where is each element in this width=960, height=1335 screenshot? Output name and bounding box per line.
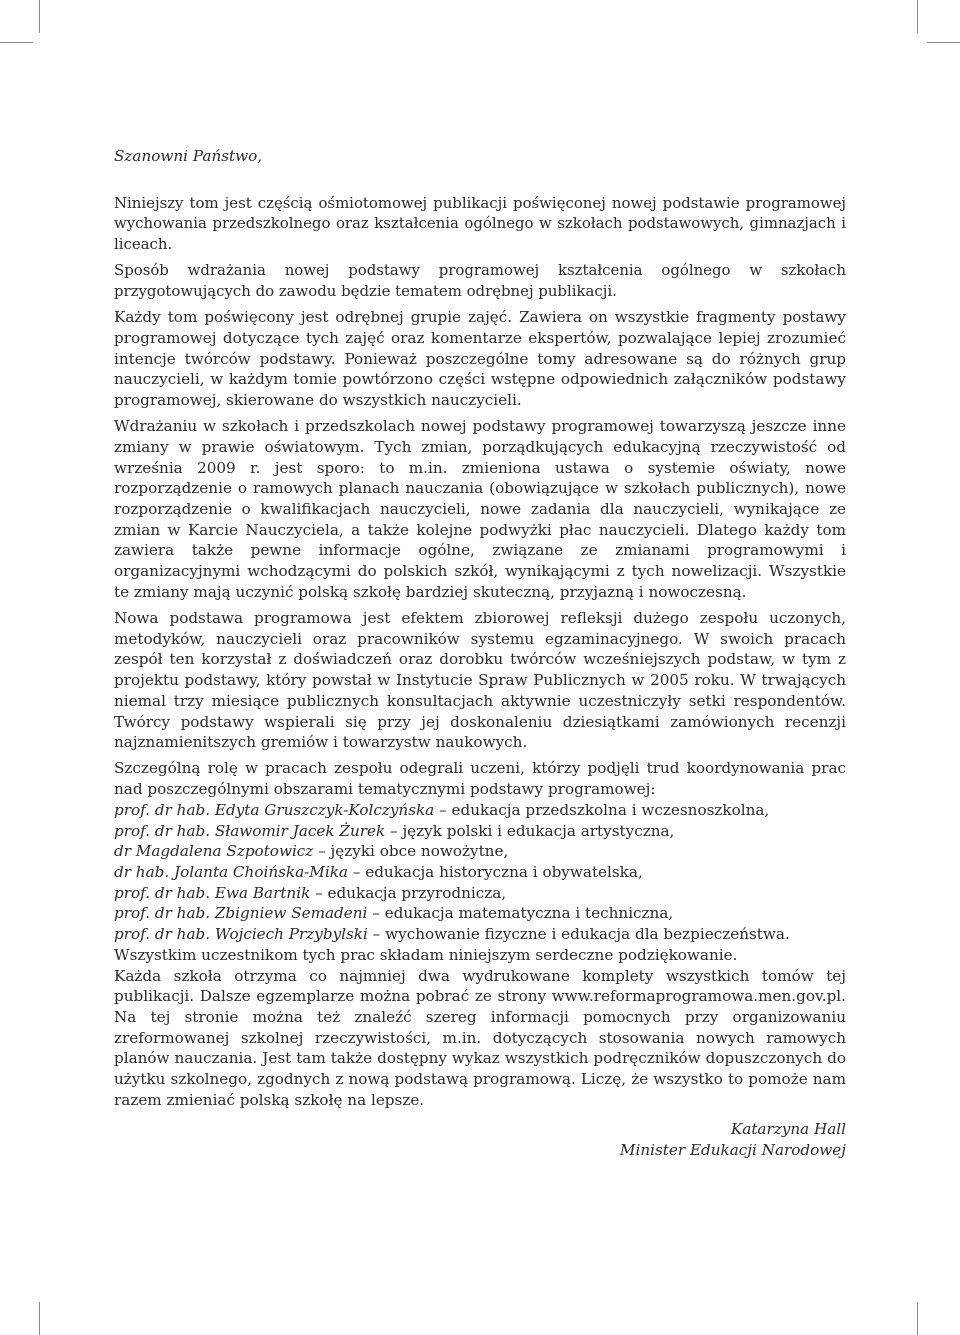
- crop-mark: [39, 1302, 40, 1335]
- signature-title: Minister Edukacji Narodowej: [619, 1141, 846, 1160]
- coordinator-list: [114, 800, 846, 945]
- coordinator-area: – edukacja przyrodnicza,: [310, 883, 507, 902]
- salutation: Szanowni Państwo,: [114, 147, 263, 165]
- coordinator-area: – język polski i edukacja artystyczna,: [385, 821, 675, 840]
- paragraph-coordinators: Szczególną rolę w pracach zespołu odegrali uczeni, którzy podjęli trud koordynowania prac nad poszczególnymi obszarami tematycznymi podstawy programowej:: [114, 759, 846, 799]
- paragraph-thanks: Wszystkim uczestnikom tych prac składam niniejszym serdeczne podziękowanie.: [114, 945, 738, 964]
- letter-body: [114, 146, 846, 1161]
- coordinator-area: – edukacja przedszkolna i wczesnoszkolna,: [434, 800, 770, 819]
- coordinator-item: [114, 821, 846, 842]
- crop-mark: [39, 0, 40, 33]
- coordinator-item: [114, 903, 846, 924]
- crop-mark: [0, 42, 33, 43]
- crop-mark: [917, 0, 918, 33]
- paragraph-changes: Wdrażaniu w szkołach i przedszkolach nowej podstawy programowej towarzyszą jeszcze inne zmiany w prawie oświatowym. Tych zmian, porządkujących edukacyjną rzeczywistość od września 2009 r. jest sporo: to m.in. zmieniona ustawa o systemie oświaty, nowe rozporządzenie o ramowych planach nauczania (obowiązujące w szkołach publicznych), nowe rozporządzenie o kwalifikacjach nauczycieli, nowe zadania dla nauczycieli, wynikające ze zmian w Karcie Nauczyciela, a także kolejne podwyżki płac nauczycieli. Dlatego każdy tom zawiera także pewne informacje ogólne, związane ze zmianami programowymi i organizacyjnymi wchodzącymi do polskich szkół, wynikającymi z tych nowelizacji. Wszystkie te zmiany mają uczynić polską szkołę bardziej skuteczną, przyjazną i nowoczesną.: [114, 417, 846, 601]
- coordinator-area: – wychowanie fizyczne i edukacja dla bezpieczeństwa.: [367, 925, 790, 944]
- paragraph-vocational: Sposób wdrażania nowej podstawy programowej kształcenia ogólnego w szkołach przygotowujących do zawodu będzie tematem odrębnej publikacji.: [114, 261, 846, 301]
- coordinator-item: [114, 862, 846, 883]
- coordinator-area: – języki obce nowożytne,: [313, 842, 509, 861]
- crop-mark: [917, 1302, 918, 1335]
- paragraph-intro: Niniejszy tom jest częścią ośmiotomowej publikacji poświęconej nowej podstawie programowej wychowania przedszkolnego oraz kształcenia ogólnego w szkołach podstawowych, gimnazjach i liceach.: [114, 193, 846, 254]
- coordinator-name: prof. dr hab. Sławomir Jacek Żurek: [114, 821, 386, 840]
- coordinator-area: – edukacja matematyczna i techniczna,: [367, 904, 674, 923]
- paragraph-volumes: Każdy tom poświęcony jest odrębnej grupie zajęć. Zawiera on wszystkie fragmenty postawy programowej dotyczące tych zajęć oraz komentarze ekspertów, pozwalające lepiej zrozumieć intencje twórców podstawy. Ponieważ poszczególne tomy adresowane są do różnych grup nauczycieli, w każdym tomie powtórzono części wstępne odpowiednich załączników podstawy programowej, skierowane do wszystkich nauczycieli.: [114, 308, 846, 410]
- coordinator-item: [114, 924, 846, 945]
- coordinator-item: [114, 883, 846, 904]
- crop-mark: [927, 42, 960, 43]
- paragraph-closing: Każda szkoła otrzyma co najmniej dwa wydrukowane komplety wszystkich tomów tej publikacji. Dalsze egzemplarze można pobrać ze strony www.reformaprogramowa.men.gov.pl. Na tej stronie można też znaleźć szereg informacji pomocnych przy organizowaniu zreformowanej szkolnej rzeczywistości, m.in. dotyczących stosowania nowych ramowych planów nauczania. Jest tam także dostępny wykaz wszystkich podręczników dopuszczonych do użytku szkolnego, zgodnych z nową podstawą programową. Liczę, że wszystko to pomoże nam razem zmieniać polską szkołę na lepsze.: [114, 966, 846, 1109]
- coordinator-area: – edukacja historyczna i obywatelska,: [347, 863, 643, 881]
- coordinator-name: prof. dr hab. Ewa Bartnik: [114, 883, 311, 902]
- signature-block: [114, 1119, 846, 1161]
- signature-name: Katarzyna Hall: [730, 1120, 846, 1139]
- coordinator-name: prof. dr hab. Zbigniew Semadeni: [114, 904, 368, 923]
- coordinator-item: [114, 841, 846, 862]
- coordinator-name: dr Magdalena Szpotowicz: [114, 842, 314, 861]
- paragraph-team: Nowa podstawa programowa jest efektem zbiorowej refleksji dużego zespołu uczonych, metodyków, nauczycieli oraz pracowników systemu egzaminacyjnego. W swoich pracach zespół ten korzystał z doświadczeń oraz dorobku twórców wcześniejszych podstaw, w tym z projektu podstawy, który powstał w Instytucie Spraw Publicznych w 2005 roku. W trwających niemal trzy miesiące publicznych konsultacjach aktywnie uczestniczyły setki respondentów. Twórcy podstawy wspierali się przy jej doskonaleniu dziesiątkami zamówionych recenzji najznamienitszych gremiów i towarzystw naukowych.: [114, 609, 846, 752]
- coordinator-name: prof. dr hab. Wojciech Przybylski: [114, 925, 368, 944]
- coordinator-item: [114, 800, 846, 821]
- coordinator-name: dr hab. Jolanta Choińska-Mika: [114, 863, 348, 881]
- coordinator-name: prof. dr hab. Edyta Gruszczyk-Kolczyńska: [114, 800, 435, 819]
